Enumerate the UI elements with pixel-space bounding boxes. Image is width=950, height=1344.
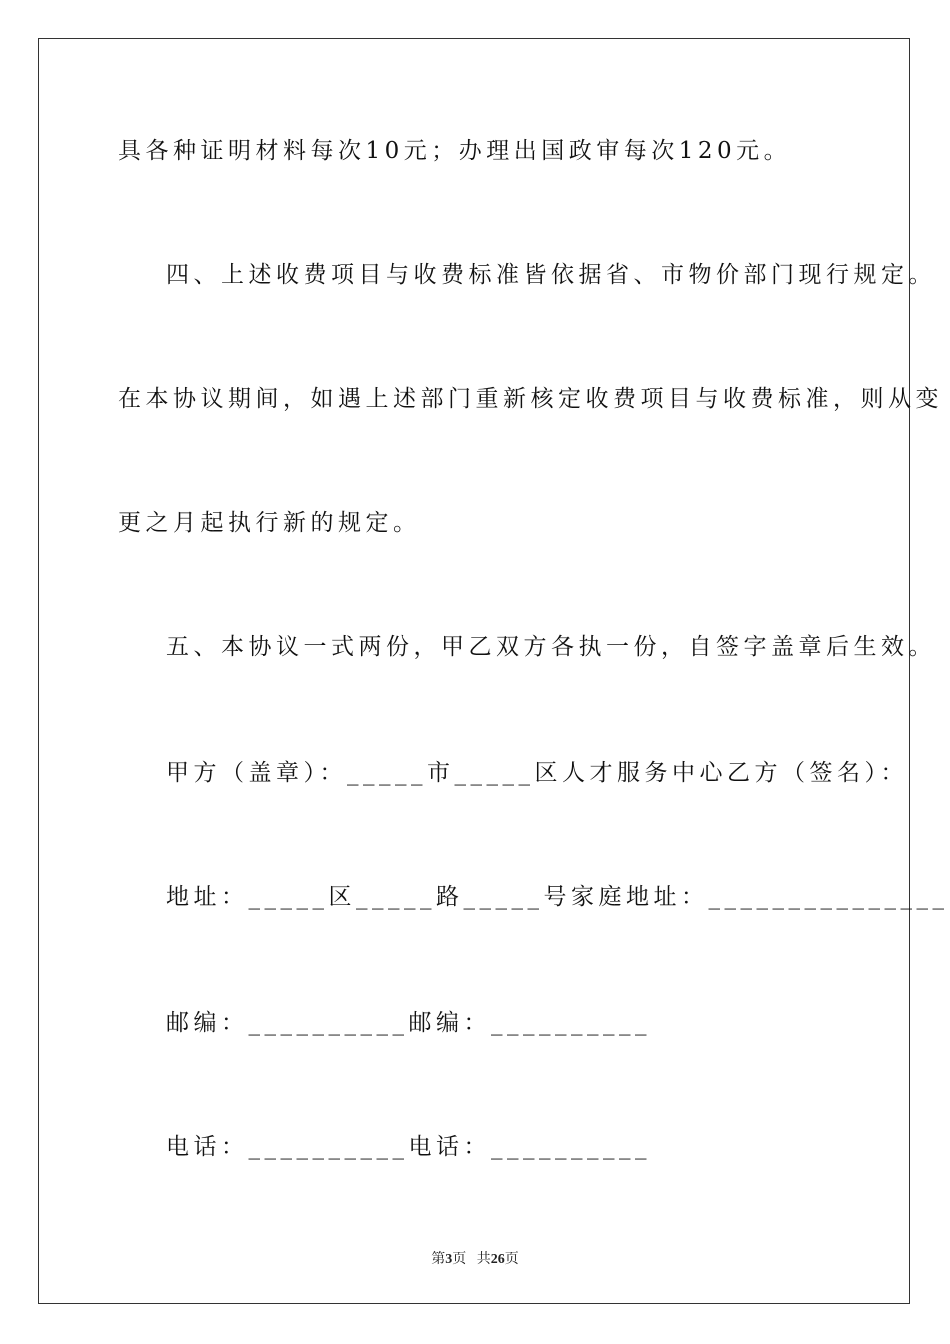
- footer-page-suffix: 页: [452, 1252, 467, 1267]
- body-line-1: 具各种证明材料每次10元；办理出国政审每次120元。: [118, 138, 792, 164]
- footer-total-suffix: 页: [504, 1252, 519, 1267]
- footer-total-pages: 26: [490, 1252, 505, 1267]
- footer-total-prefix: 共: [476, 1252, 491, 1267]
- footer-page-number: 3: [445, 1252, 453, 1267]
- page-border: [38, 38, 910, 1304]
- clause-five: 五、本协议一式两份，甲乙双方各执一份，自签字盖章后生效。: [166, 634, 936, 660]
- phone-line: 电话：__________电话：__________: [166, 1134, 651, 1160]
- footer-page-prefix: 第: [431, 1252, 446, 1267]
- postcode-line: 邮编：__________邮编：__________: [166, 1010, 651, 1036]
- party-a-signature-line: 甲方（盖章）：_____市_____区人才服务中心乙方（签名）：: [166, 760, 908, 786]
- clause-four: 四、上述收费项目与收费标准皆依据省、市物价部门现行规定。: [166, 262, 936, 288]
- body-line-3: 在本协议期间，如遇上述部门重新核定收费项目与收费标准，则从变: [118, 386, 943, 412]
- page-footer: [0, 1248, 950, 1268]
- body-line-4: 更之月起执行新的规定。: [118, 510, 421, 536]
- address-line: 地址：_____区_____路_____号家庭地址：_______________: [166, 884, 949, 910]
